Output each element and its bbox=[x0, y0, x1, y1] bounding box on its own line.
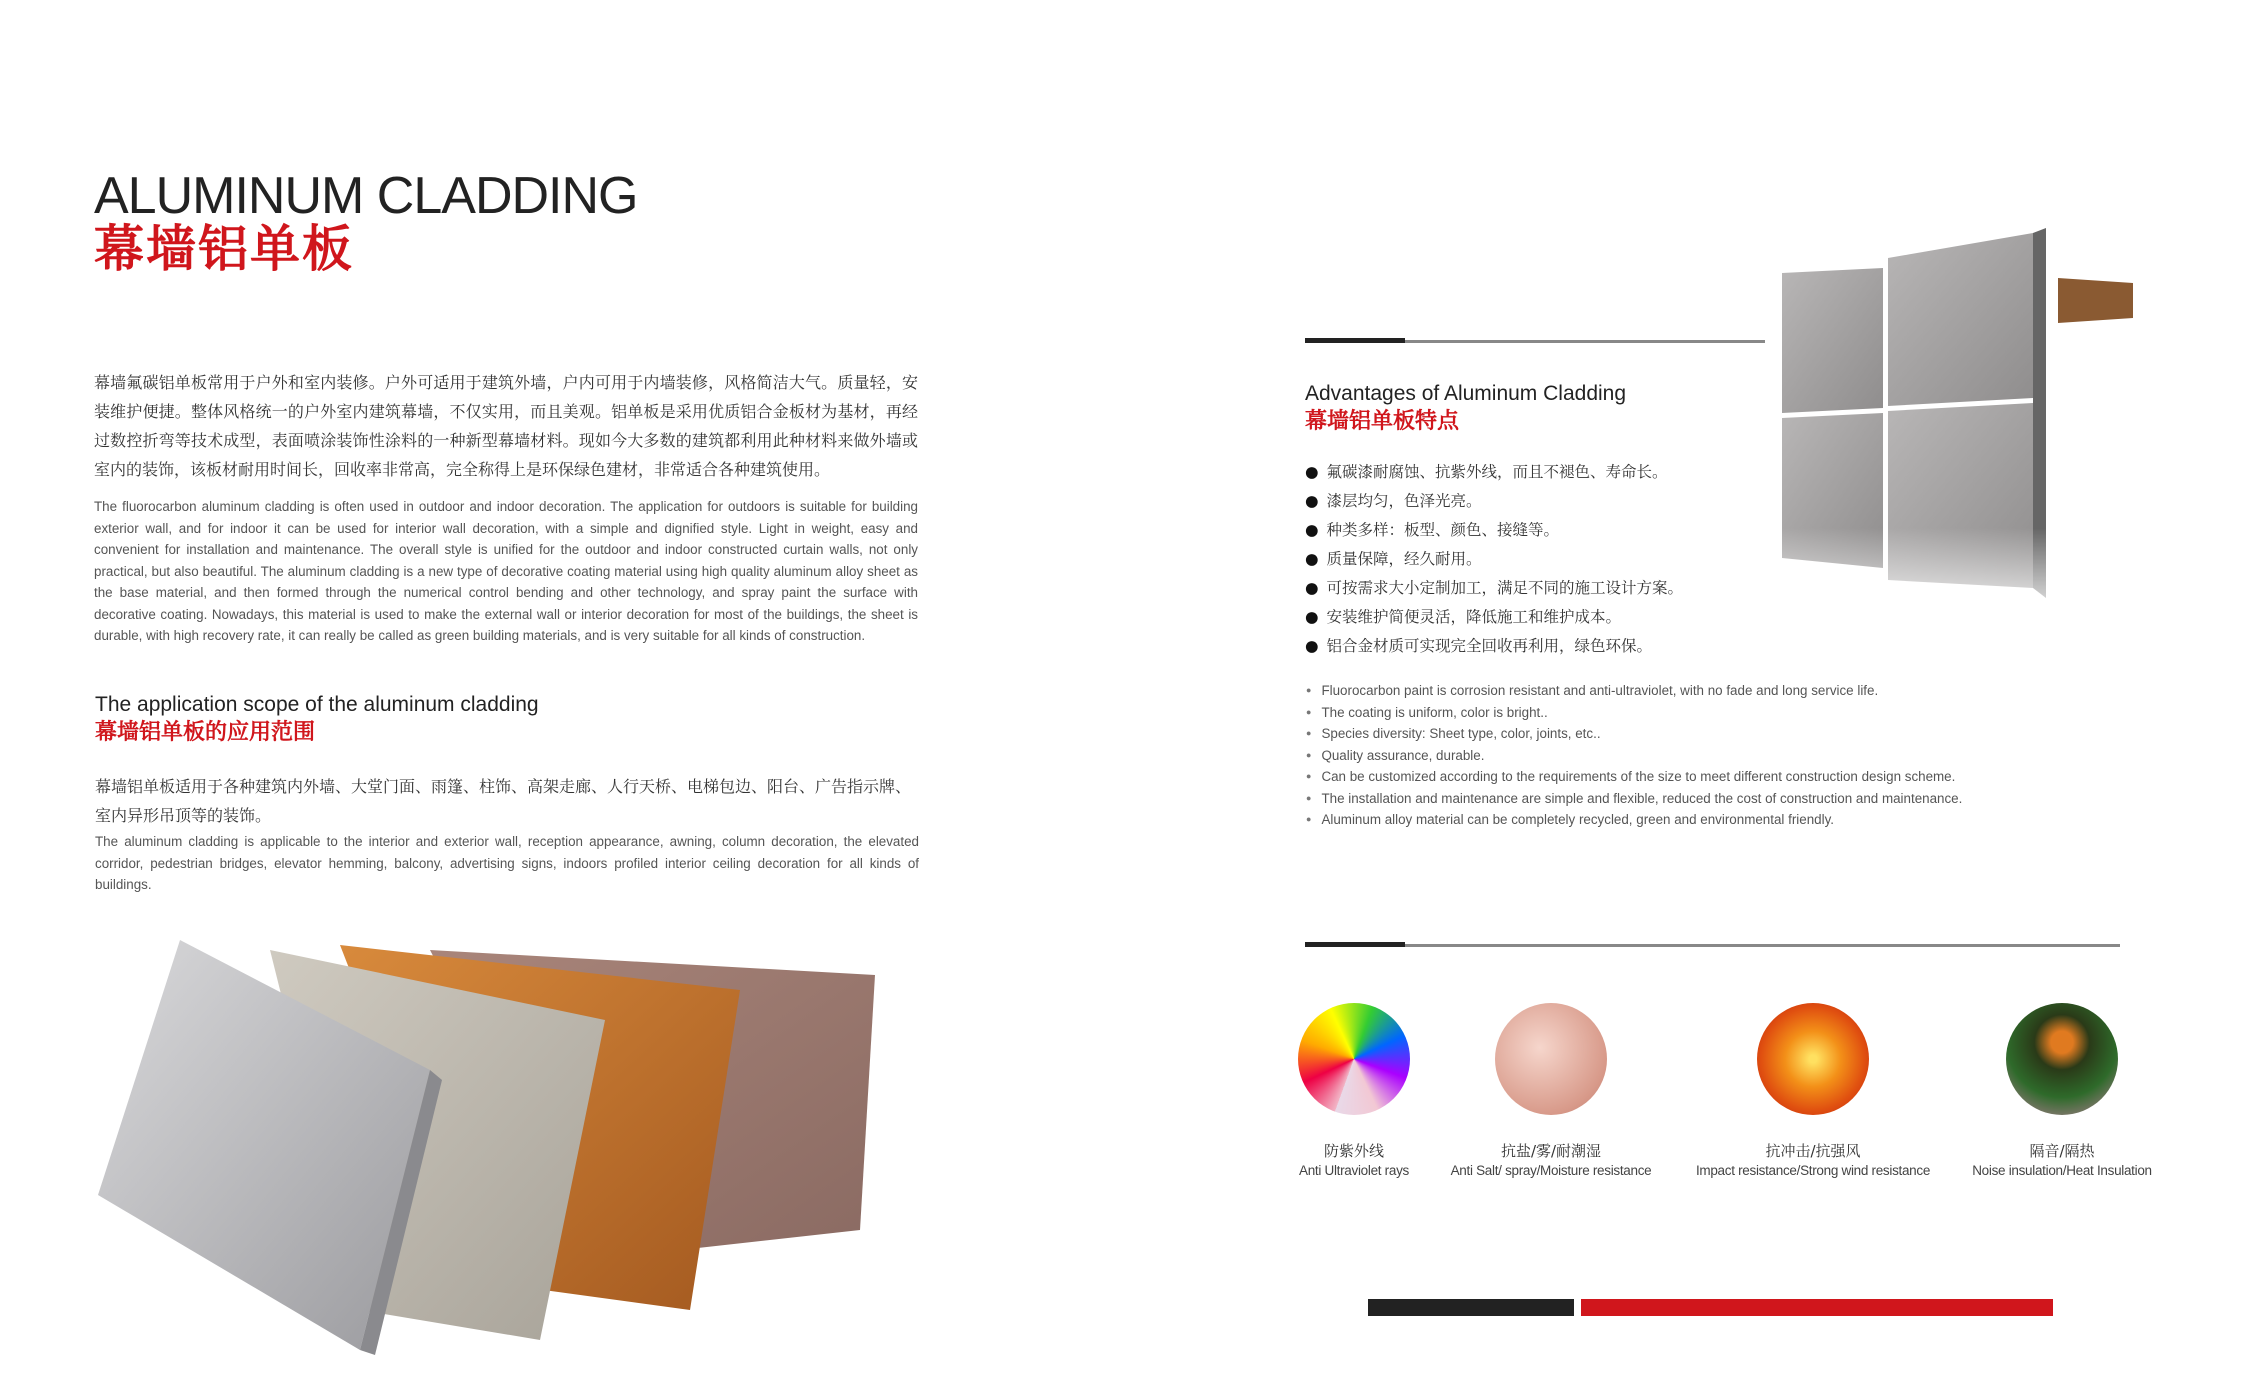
feature-label-en: Impact resistance/Strong wind resistance bbox=[1695, 1163, 1931, 1178]
vortex-icon bbox=[1757, 1003, 1869, 1115]
scope-heading bbox=[95, 692, 539, 748]
list-item: ● 氟碳漆耐腐蚀、抗紫外线，而且不褪色、寿命长。 bbox=[1305, 458, 1683, 487]
scope-heading-cn: 幕墙铝单板的应用范围 bbox=[95, 720, 316, 745]
intro-chinese: 幕墙氟碳铝单板常用于户外和室内装修。户外可适用于建筑外墙，户内可用于内墙装修，风格简洁大气。质量轻，安装维护便捷。整体风格统一的户外室内建筑幕墙，不仅实用，而且美观。铝单板是采用优质铝合金板材为基材，再经过数控折弯等技术成型，表面喷涂装饰性涂料的一种新型幕墙材料。现如今大多数的建筑都利用此种材料来做外墙或室内的装饰，该板材耐用时间长，回收率非常高，完全称得上是环保绿色建材，非常适合各种建筑使用。 bbox=[94, 373, 918, 479]
water-droplets-icon bbox=[1495, 1003, 1607, 1115]
list-item: ● 可按需求大小定制加工，满足不同的施工设计方案。 bbox=[1305, 574, 1683, 603]
feature-label-cn: 隔音/隔热 bbox=[2029, 1142, 2095, 1160]
butterfly-icon bbox=[2006, 1003, 2118, 1115]
page-title: ALUMINUM CLADDING bbox=[94, 167, 638, 225]
advantages-list-english bbox=[1306, 680, 1962, 831]
list-item: ● The installation and maintenance are simple and flexible, reduced the cost of construction and maintenance. bbox=[1306, 788, 1962, 810]
feature-insulation bbox=[1932, 1003, 2192, 1178]
feature-label-en: Anti Ultraviolet rays bbox=[1299, 1163, 1409, 1178]
rainbow-icon bbox=[1298, 1003, 1410, 1115]
list-item: ● Can be customized according to the requirements of the size to meet different construction design scheme. bbox=[1306, 766, 1962, 788]
advantages-list-chinese bbox=[1305, 458, 1683, 661]
feature-label-en: Noise insulation/Heat Insulation bbox=[1972, 1163, 2152, 1178]
list-item: ● 质量保障，经久耐用。 bbox=[1305, 545, 1683, 574]
feature-label-en: Anti Salt/ spray/Moisture resistance bbox=[1450, 1163, 1652, 1178]
feature-moisture bbox=[1421, 1003, 1681, 1178]
footer-bar-black bbox=[1368, 1299, 1574, 1316]
scope-heading-en: The application scope of the aluminum cladding bbox=[95, 693, 539, 716]
divider bbox=[1305, 944, 2120, 947]
feature-label-cn: 抗冲击/抗强风 bbox=[1765, 1142, 1861, 1160]
list-item: ● 铝合金材质可实现完全回收再利用，绿色环保。 bbox=[1305, 632, 1683, 661]
feature-impact bbox=[1683, 1003, 1943, 1178]
list-item: ● 漆层均匀，色泽光亮。 bbox=[1305, 487, 1683, 516]
list-item: ● Species diversity: Sheet type, color, joints, etc.. bbox=[1306, 723, 1962, 745]
intro-english: The fluorocarbon aluminum cladding is often used in outdoor and indoor decoration. The application for outdoors is suitable for building exterior wall, and for indoor it can be used for interior wall decoration, with a simple and dignified style. Light in weight, easy and convenient for installation and maintenance. The overall style is unified for the outdoor and indoor constructed curtain walls, not only practical, but also beautiful. The aluminum cladding is a new type of decorative coating material using high quality aluminum alloy sheet as the base material, and then formed through the numerical control bending and other technology, and spray paint the surface with decorative coating. Nowadays, this material is used to make the external wall or interior decoration for most of the buildings, the sheet is durable, with high recovery rate, it can really be called as green building materials, and is very suitable for all kinds of construction. bbox=[94, 499, 918, 643]
list-item: ● Aluminum alloy material can be completely recycled, green and environmental friendly. bbox=[1306, 809, 1962, 831]
list-item: ● Quality assurance, durable. bbox=[1306, 745, 1962, 767]
feature-label-cn: 抗盐/雾/耐潮湿 bbox=[1500, 1142, 1602, 1160]
curtain-wall-image bbox=[1778, 228, 2143, 628]
divider bbox=[1305, 340, 1765, 343]
feature-label-cn: 防紫外线 bbox=[1323, 1142, 1384, 1160]
advantages-heading-en: Advantages of Aluminum Cladding bbox=[1305, 382, 1627, 405]
cladding-panels-image bbox=[90, 930, 940, 1360]
scope-english: The aluminum cladding is applicable to the interior and exterior wall, reception appearance, awning, column decoration, the elevated corridor, pedestrian bridges, elevator hemming, balcony, advertising signs, indoors profiled interior ceiling decoration for all kinds of buildings. bbox=[95, 834, 919, 892]
list-item: ● 种类多样：板型、颜色、接缝等。 bbox=[1305, 516, 1683, 545]
advantages-heading-cn: 幕墙铝单板特点 bbox=[1305, 409, 1460, 434]
page-title-chinese: 幕墙铝单板 bbox=[94, 221, 354, 277]
scope-chinese: 幕墙铝单板适用于各种建筑内外墙、大堂门面、雨篷、柱饰、高架走廊、人行天桥、电梯包边、阳台、广告指示牌、室内异形吊顶等的装饰。 bbox=[95, 777, 912, 825]
footer-bar-red bbox=[1581, 1299, 2053, 1316]
list-item: ● 安装维护简便灵活，降低施工和维护成本。 bbox=[1305, 603, 1683, 632]
list-item: ● The coating is uniform, color is bright.. bbox=[1306, 702, 1962, 724]
advantages-heading bbox=[1305, 381, 1626, 437]
list-item: ● Fluorocarbon paint is corrosion resistant and anti-ultraviolet, with no fade and long service life. bbox=[1306, 680, 1962, 702]
